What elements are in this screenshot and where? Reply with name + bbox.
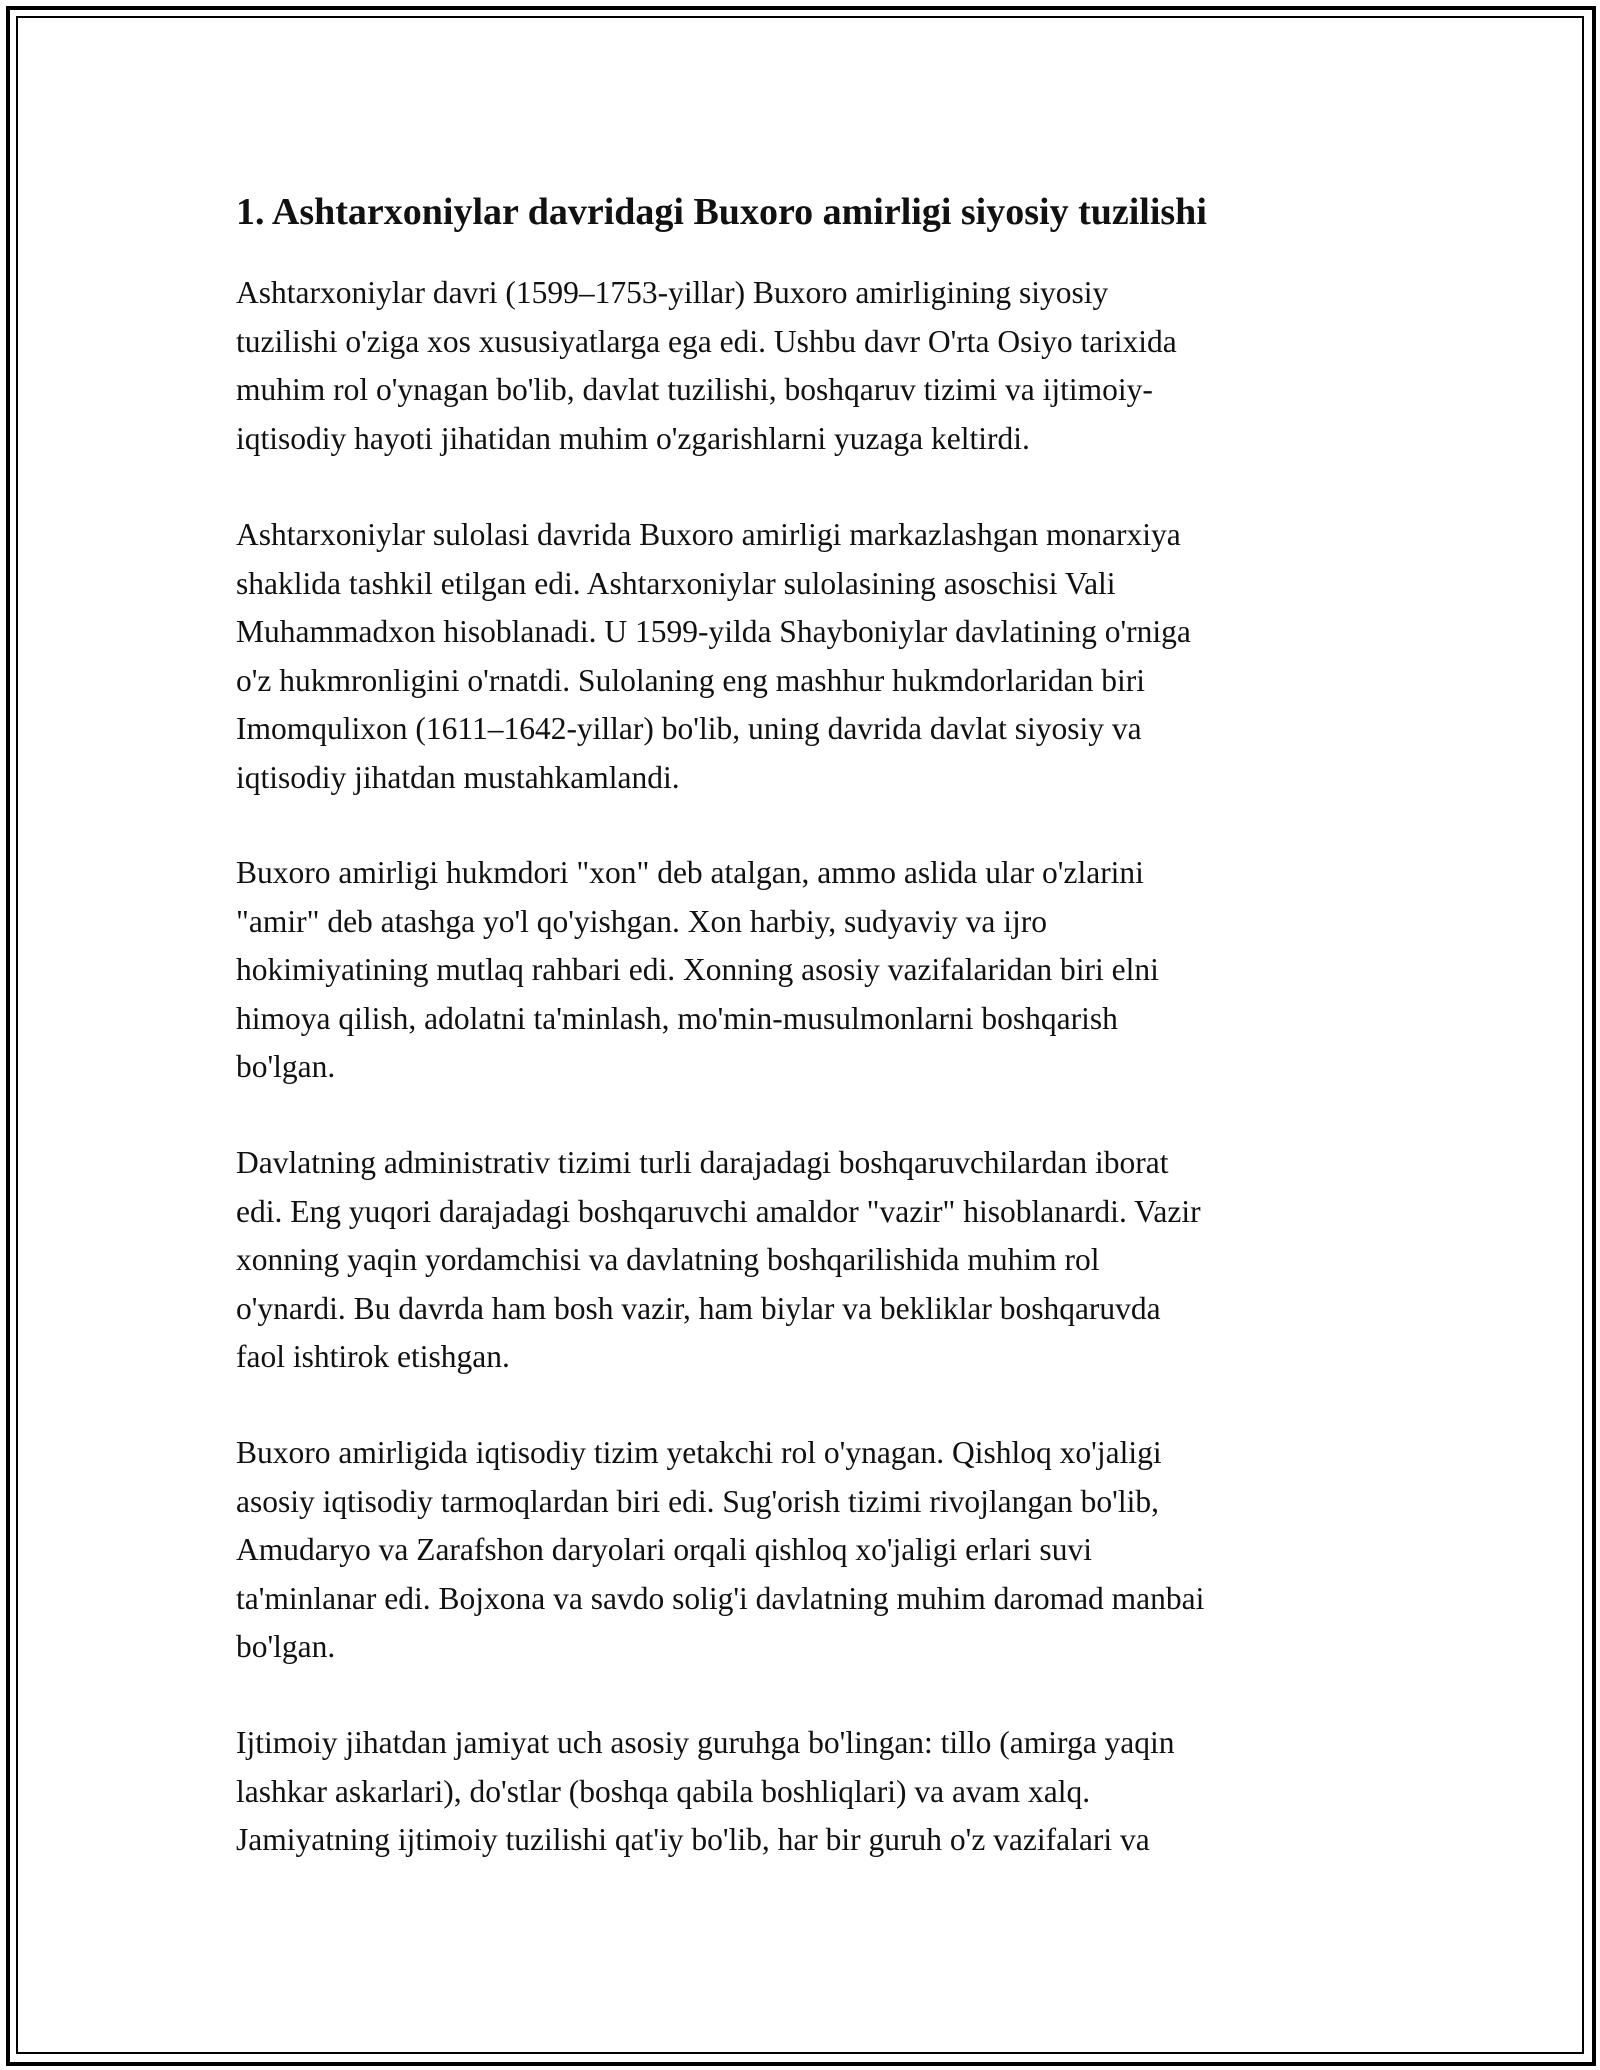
paragraph-line: ta'minlanar edi. Bojxona va savdo solig'i davlatning muhim daromad manbai [236, 1580, 1205, 1616]
paragraph-line: tuzilishi o'ziga xos xususiyatlarga ega edi. Ushbu davr O'rta Osiyo tarixida [236, 323, 1177, 359]
paragraph-line: "amir" deb atashga yo'l qo'yishgan. Xon harbiy, sudyaviy va ijro [236, 903, 1047, 939]
paragraph-line: Jamiyatning ijtimoiy tuzilishi qat'iy bo'lib, har bir guruh o'z vazifalari va [236, 1822, 1150, 1858]
paragraph-2 [236, 511, 1366, 803]
paragraph-line: xonning yaqin yordamchisi va davlatning boshqarilishida muhim rol [236, 1242, 1100, 1278]
paragraph-4 [236, 1139, 1366, 1382]
paragraph-line: Buxoro amirligida iqtisodiy tizim yetakchi rol o'ynagan. Qishloq xo'jaligi [236, 1435, 1162, 1470]
paragraph-3 [236, 849, 1366, 1092]
paragraph-5 [236, 1429, 1366, 1672]
paragraph-line: Muhammadxon hisoblanadi. U 1599-yilda Shayboniylar davlatining o'rniga [236, 614, 1191, 650]
paragraph-1 [236, 269, 1366, 463]
paragraph-line: Imomqulixon (1611–1642-yillar) bo'lib, uning davrida davlat siyosiy va [236, 711, 1142, 747]
paragraph-line: Buxoro amirligi hukmdori "xon" deb atalgan, ammo aslida ular o'zlarini [236, 855, 1144, 890]
paragraph-line: hokimiyatining mutlaq rahbari edi. Xonning asosiy vazifalaridan biri elni [236, 952, 1159, 988]
paragraph-line: Ashtarxoniylar sulolasi davrida Buxoro amirligi markazlashgan monarxiya [236, 517, 1181, 552]
paragraph-line: bo'lgan. [236, 1049, 336, 1085]
paragraph-line: faol ishtirok etishgan. [236, 1339, 510, 1375]
paragraph-line: iqtisodiy hayoti jihatidan muhim o'zgarishlarni yuzaga keltirdi. [236, 420, 1030, 456]
document-title: 1. Ashtarxoniylar davridagi Buxoro amirligi siyosiy tuzilishi [236, 191, 1207, 233]
paragraph-line: Davlatning administrativ tizimi turli darajadagi boshqaruvchilardan iborat [236, 1145, 1169, 1180]
paragraph-line: iqtisodiy jihatdan mustahkamlandi. [236, 759, 680, 795]
paragraph-line: Amudaryo va Zarafshon daryolari orqali qishloq xo'jaligi erlari suvi [236, 1532, 1092, 1568]
paragraph-line: edi. Eng yuqori darajadagi boshqaruvchi amaldor "vazir" hisoblanardi. Vazir [236, 1193, 1201, 1229]
paragraph-line: lashkar askarlari), do'stlar (boshqa qabila boshliqlari) va avam xalq. [236, 1773, 1091, 1809]
paragraph-line: Ijtimoiy jihatdan jamiyat uch asosiy guruhga bo'lingan: tillo (amirga yaqin [236, 1725, 1175, 1760]
paragraph-line: asosiy iqtisodiy tarmoqlardan biri edi. Sug'orish tizimi rivojlangan bo'lib, [236, 1483, 1159, 1519]
paragraph-line: himoya qilish, adolatni ta'minlash, mo'min-musulmonlarni boshqarish [236, 1000, 1118, 1036]
paragraph-line: muhim rol o'ynagan bo'lib, davlat tuzilishi, boshqaruv tizimi va ijtimoiy- [236, 372, 1153, 408]
paragraph-line: Ashtarxoniylar davri (1599–1753-yillar) Buxoro amirligining siyosiy [236, 275, 1109, 310]
paragraph-line: bo'lgan. [236, 1629, 336, 1665]
paragraph-line: o'z hukmronligini o'rnatdi. Sulolaning eng mashhur hukmdorlaridan biri [236, 662, 1145, 698]
paragraph-line: shaklida tashkil etilgan edi. Ashtarxoniylar sulolasining asoschisi Vali [236, 565, 1116, 601]
paragraph-6 [236, 1719, 1366, 1865]
paragraph-line: o'ynardi. Bu davrda ham bosh vazir, ham biylar va bekliklar boshqaruvda [236, 1290, 1161, 1326]
